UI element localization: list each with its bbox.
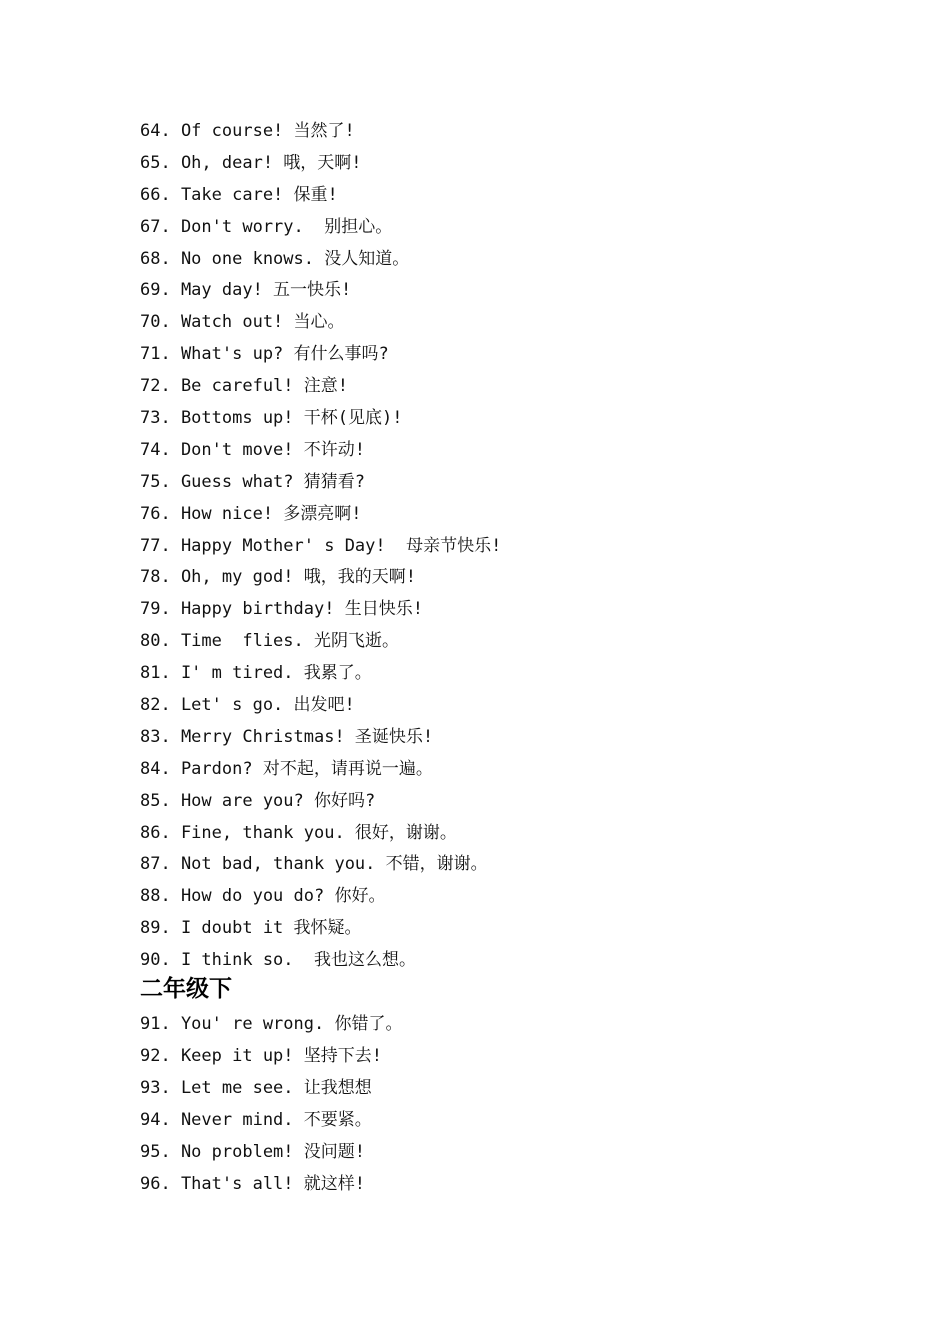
phrase-line: 65. Oh, dear! 哦，天啊! xyxy=(140,152,362,173)
phrase-line: 77. Happy Mother' s Day! 母亲节快乐! xyxy=(140,535,502,556)
phrase-line: 79. Happy birthday! 生日快乐! xyxy=(140,599,423,620)
phrase-line: 90. I think so. 我也这么想。 xyxy=(140,950,416,971)
phrase-line: 94. Never mind. 不要紧。 xyxy=(140,1109,372,1130)
section-heading: 二年级下 xyxy=(140,976,232,1003)
phrase-line: 80. Time flies. 光阴飞逝。 xyxy=(140,631,399,652)
phrase-line: 86. Fine, thank you. 很好，谢谢。 xyxy=(140,822,457,843)
phrase-line: 93. Let me see. 让我想想 xyxy=(140,1077,372,1098)
phrase-list xyxy=(140,116,900,1200)
phrase-line: 78. Oh, my god! 哦，我的天啊! xyxy=(140,567,416,588)
phrase-line: 92. Keep it up! 坚持下去! xyxy=(140,1045,382,1066)
phrase-line: 69. May day! 五一快乐! xyxy=(140,280,352,301)
phrase-line: 91. You' re wrong. 你错了。 xyxy=(140,1014,403,1035)
phrase-line: 81. I' m tired. 我累了。 xyxy=(140,663,372,684)
phrase-line: 82. Let' s go. 出发吧! xyxy=(140,695,355,716)
phrase-line: 83. Merry Christmas! 圣诞快乐! xyxy=(140,726,434,747)
phrase-line: 87. Not bad, thank you. 不错，谢谢。 xyxy=(140,854,488,875)
phrase-line: 72. Be careful! 注意! xyxy=(140,376,348,397)
phrase-line: 74. Don't move! 不许动! xyxy=(140,439,365,460)
phrase-line: 89. I doubt it 我怀疑。 xyxy=(140,918,362,939)
phrase-line: 75. Guess what? 猜猜看? xyxy=(140,471,365,492)
phrase-line: 84. Pardon? 对不起，请再说一遍。 xyxy=(140,758,433,779)
phrase-line: 85. How are you? 你好吗? xyxy=(140,790,376,811)
phrase-line: 64. Of course! 当然了! xyxy=(140,121,355,141)
phrase-line: 66. Take care! 保重! xyxy=(140,184,338,205)
phrase-line: 76. How nice! 多漂亮啊! xyxy=(140,503,362,524)
phrase-line: 73. Bottoms up! 干杯(见底)! xyxy=(140,408,403,429)
phrase-line: 70. Watch out! 当心。 xyxy=(140,312,345,333)
phrase-line: 95. No problem! 没问题! xyxy=(140,1141,365,1162)
phrase-line: 88. How do you do? 你好。 xyxy=(140,886,386,907)
phrase-line: 71. What's up? 有什么事吗? xyxy=(140,344,389,365)
phrase-line: 68. No one knows. 没人知道。 xyxy=(140,248,410,269)
phrase-line: 67. Don't worry. 别担心。 xyxy=(140,216,393,237)
phrase-line: 96. That's all! 就这样! xyxy=(140,1173,365,1194)
